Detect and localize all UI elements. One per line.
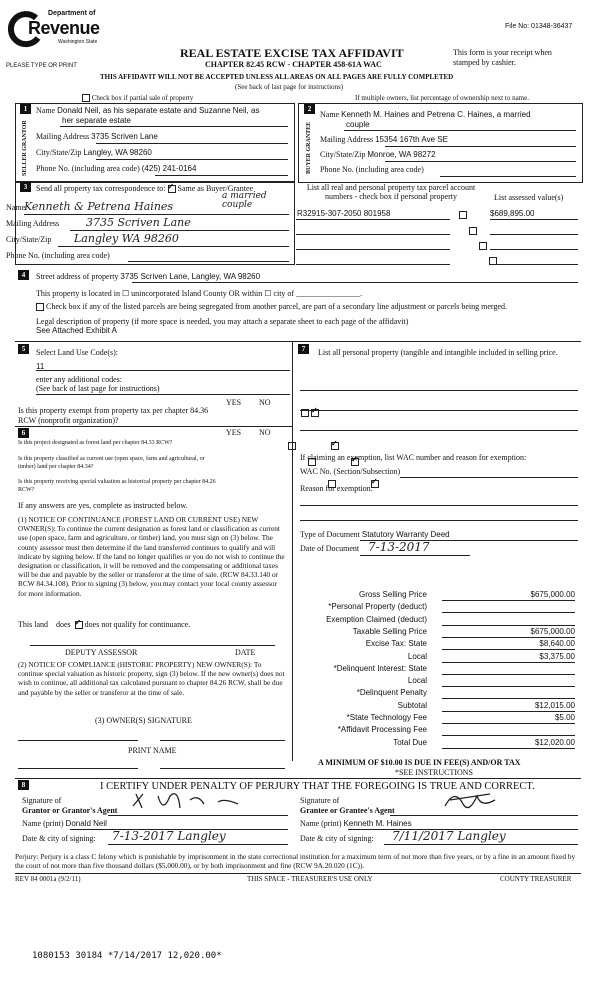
logo-state: Washington State [58,39,98,45]
tax-row [292,615,577,625]
corr-phone-label: Phone No. (including area code) [6,251,110,260]
file-number: File No: 01348-36437 [505,23,573,30]
tax-row [292,602,577,612]
tax-row [292,738,577,748]
land-use-see-back: (See back of last page for instructions) [36,384,160,393]
corr-mailing-handwritten: 3735 Scriven Lane [86,216,191,229]
section-2-number: 2 [304,104,315,114]
wac-label: WAC No. (Section/Subsection) [300,467,401,476]
deputy-assessor-label: DEPUTY ASSESSOR [65,648,138,657]
exempt-no-header: NO [259,398,271,407]
minimum-note: A MINIMUM OF $10.00 IS DUE IN FEE(S) AND/OR TAX [318,758,521,767]
grantee-signature-image [440,786,510,814]
exempt-yes-header: YES [226,398,242,407]
tax-row [292,590,577,600]
corr-city-label: City/State/Zip [6,235,52,244]
tax-row-label: *Personal Property (deduct) [328,602,427,612]
seller-phone-field[interactable]: Phone No. (including area code) (425) 241-0164 [36,164,197,173]
grantor-name-field[interactable]: Name (print) Donald Neil [22,819,107,828]
tax-row-label: Total Due [393,737,427,747]
s6-yes-header: YES [226,428,242,437]
segregated-note: Check box if any of the listed parcels are being segregated from another parcel, are part of a secondary line adjustment or parcels being merged. [36,302,581,311]
corr-mailing-label: Mailing Address [6,219,60,228]
grantor-date-label: Date & city of signing: [22,834,96,843]
tax-row-value[interactable] [442,664,575,675]
additional-codes-label: enter any additional codes: [36,375,122,384]
grantee-date-handwritten: 7/11/2017 Langley [392,829,506,843]
parcel-personal-checkbox-4[interactable] [489,257,497,265]
tax-row [292,701,577,711]
form-revision: REV 84 0001a (9/2/11) [15,875,81,883]
grantor-signature-image [128,786,278,816]
buyer-mailing-field[interactable]: Mailing Address 15354 167th Ave SE [320,135,448,144]
section-8-number: 8 [18,780,29,790]
grantee-signature-label: Signature of Grantee or Grantee's Agent [300,796,395,815]
tax-row [292,676,577,686]
county-treasurer-label: COUNTY TREASURER [500,875,572,883]
parcel-personal-checkbox-3[interactable] [479,242,487,250]
this-land-qualify: This land does ✓ does not qualify for continuance. [18,620,190,629]
tax-row-value[interactable] [442,676,575,687]
document-date-label: Date of Document [300,544,360,553]
tax-row-label: Local [407,651,427,661]
seller-name-field[interactable]: Name Donald Neil, as his separate estate and Suzanne Neil, as her separate estate [36,106,260,125]
buyer-city-field[interactable]: City/State/Zip Monroe, WA 98272 [320,150,436,159]
notice-of-compliance: (2) NOTICE OF COMPLIANCE (HISTORIC PROPERTY) NEW OWNER(S): To continue special valuation as historic property, sign (3) below. If the new owner(s) does not wish to continue, all additional tax calculated pursuant to chapter 84.26 RCW, shall be due and payable by the seller or transferor at the time of sale. [18,660,285,697]
corr-city-handwritten: Langley WA 98260 [74,232,179,245]
tax-row-label: *Affidavit Processing Fee [337,725,427,735]
assessor-date-label: DATE [235,648,256,657]
please-type: PLEASE TYPE OR PRINT [6,63,77,69]
document-type-field[interactable]: Type of Document Statutory Warranty Deed [300,530,450,539]
partial-sale-label: Check box if partial sale of property [82,94,193,102]
parcel-number: R32915-307-2050 801958 [297,209,391,218]
exempt-question: Is this property exempt from property tax per chapter 84.36 RCW (nonprofit organization)? [18,406,209,425]
street-address-field[interactable]: Street address of property 3735 Scriven Lane, Langley, WA 98260 [36,272,261,281]
land-use-code: 11 [36,362,45,371]
document-date-handwritten: 7-13-2017 [368,540,430,554]
tax-row [292,639,577,649]
logo-word: Revenue [28,18,100,38]
notice-of-continuance: (1) NOTICE OF CONTINUANCE (FOREST LAND OR CURRENT USE) NEW OWNER(S): To continue the current designation as forest land or classification as current use (open space, farm and agriculture, or timber) land, you must sign on (3) below. The county assessor must then determine if the land transferred continues to qualify and will indicate by signing below. If the land no longer qualifies or you do not wish to continue the designation or classification, it will be removed and the compensating or additional taxes will be due and payable by the seller or transferor at the time of sale. (RCW 84.33.140 or RCW 84.34.108). Prior to signing (3) below, you may contact your local county assessor for more information. [18,515,285,598]
buyer-phone-field[interactable]: Phone No. (including area code) [320,165,424,174]
segregated-checkbox[interactable] [36,303,44,311]
personal-property-label: List all personal property (tangible and intangible included in selling price. [318,348,558,357]
exemption-label: If claiming an exemption, list WAC number and reason for exemption: [300,453,527,462]
seller-side-label: SELLER GRANTOR [22,120,28,176]
receipt-note: This form is your receipt when stamped by cashier. [453,48,552,67]
tax-row-value[interactable] [442,688,575,699]
tax-row-label: Gross Selling Price [358,590,427,599]
legal-description-label: Legal description of property (if more space is needed, you may attach a separate sheet to each page of the affidavit) [36,317,409,326]
section-1-number: 1 [20,104,31,114]
land-use-label: Select Land Use Code(s): [36,348,118,357]
treasurer-stamp: 1080153 30184 *7/14/2017 12,020.00* [32,951,222,961]
corr-name-handwritten: Kenneth & Petrena Haines [24,200,174,213]
tax-row-label: Local [407,676,427,686]
tax-row-value[interactable] [442,725,575,736]
tax-row [292,713,577,723]
send-correspondence: Send all property tax correspondence to: ✓ Same as Buyer/Grantee [36,184,253,193]
tax-row-label: *Delinquent Interest: State [333,663,427,673]
tax-row-value[interactable]: $675,000.00 [442,627,575,638]
see-back-note: (See back of last page for instructions) [235,83,344,91]
tax-row-value[interactable]: $8,640.00 [442,639,575,650]
partial-sale-checkbox[interactable] [82,94,90,102]
legal-description: See Attached Exhibit A [36,326,117,335]
corr-name-extra: a married couple [222,191,267,210]
tax-row-label: Taxable Selling Price [352,626,427,636]
tax-row [292,688,577,698]
logo-dept: Department of [48,10,96,17]
historic-question: Is this property receiving special valuation as historical property per chapter 84.26 RCW? [18,479,216,493]
owner-signature-label: (3) OWNER(S) SIGNATURE [95,716,192,725]
tax-row-value[interactable] [442,615,575,626]
seller-mailing-field[interactable]: Mailing Address 3735 Scriven Lane [36,132,158,141]
tax-row-label: *Delinquent Penalty [356,688,427,698]
does-not-qualify-checkbox[interactable] [75,621,83,629]
grantee-name-field[interactable]: Name (print) Kenneth M. Haines [300,819,412,828]
section-7-number: 7 [298,344,309,354]
parcel-personal-checkbox-2[interactable] [469,227,477,235]
property-located: This property is located in ☐ unincorporated Island County OR within ☐ city of ________________. [36,289,363,298]
buyer-name-field[interactable]: Name Kenneth M. Haines and Petrena C. Haines, a married couple [320,110,531,129]
form-title: REAL ESTATE EXCISE TAX AFFIDAVIT [180,46,404,60]
grantor-date-handwritten: 7-13-2017 Langley [112,829,226,843]
seller-city-field[interactable]: City/State/Zip Langley, WA 98260 [36,148,152,157]
section-6-number: 6 [18,428,29,438]
print-name-label: PRINT NAME [128,746,177,755]
assessed-header: List assessed value(s) [494,193,564,202]
current-use-question: Is this property classified as current use (open space, farm and agricultural, or timber) land per chapter 84.34? [18,456,205,470]
same-as-buyer-checkbox[interactable] [168,185,176,193]
tax-row [292,664,577,674]
multiple-owners-note: If multiple owners, list percentage of ownership next to name. [355,94,529,102]
tax-row-value[interactable]: $3,375.00 [442,652,575,663]
section-4-number: 4 [18,270,29,280]
forest-yes-checkbox[interactable] [288,442,296,450]
forest-no-checkbox[interactable] [331,442,339,450]
grantee-date-label: Date & city of signing: [300,834,374,843]
corr-name-label: Name [6,203,26,212]
tax-row-label: *State Technology Fee [346,713,427,722]
section-3-number: 3 [20,182,31,192]
buyer-side-label: BUYER GRANTEE [306,121,312,175]
parcel-personal-checkbox-1[interactable] [459,211,467,219]
tax-row-value[interactable] [442,602,575,613]
form-chapter: CHAPTER 82.45 RCW - CHAPTER 458-61A WAC [205,60,382,69]
revenue-logo [6,10,126,62]
tax-row [292,652,577,662]
perjury-statement: Perjury: Perjury is a class C felony which is punishable by imprisonment in the state correctional institution for a maximum term of not more than five years, or by a fine in an amount fixed by the court of not more than five thousand dollars ($5,000.00), or by both imprisonment and fine (RCW 9A.20.020 (1C)). [15,852,576,870]
tax-row-label: Exemption Claimed (deduct) [326,614,427,624]
perjury-certify: I CERTIFY UNDER PENALTY OF PERJURY THAT THE FOREGOING IS TRUE AND CORRECT. [100,781,535,792]
s6-no-header: NO [259,428,271,437]
tax-row-value[interactable]: $12,015.00 [442,701,575,712]
tax-row-value[interactable]: $5.00 [442,713,575,724]
if-yes-note: If any answers are yes, complete as instructed below. [18,501,188,510]
grantor-signature-label: Signature of Grantor or Grantor's Agent [22,796,118,815]
completion-warning: THIS AFFIDAVIT WILL NOT BE ACCEPTED UNLESS ALL AREAS ON ALL PAGES ARE FULLY COMPLETED [100,73,454,81]
treasurer-space-label: THIS SPACE - TREASURER'S USE ONLY [247,875,373,883]
see-instructions: *SEE INSTRUCTIONS [395,768,474,777]
tax-row-value[interactable]: $675,000.00 [442,590,575,601]
section-5-number: 5 [18,344,29,354]
tax-row-label: Excise Tax: State [365,639,427,649]
assessed-value: $689,895.00 [490,209,535,218]
exemption-reason-label: Reason for exemption: [300,484,373,493]
tax-row [292,725,577,735]
parcel-header: List all real and personal property tax parcel account numbers - check box if personal property [306,183,476,201]
tax-row-label: Subtotal [397,700,427,710]
tax-row-value[interactable]: $12,020.00 [442,738,575,749]
tax-row [292,627,577,637]
forest-land-question: Is this project designated as forest land per chapter 84.33 RCW? [18,440,173,446]
